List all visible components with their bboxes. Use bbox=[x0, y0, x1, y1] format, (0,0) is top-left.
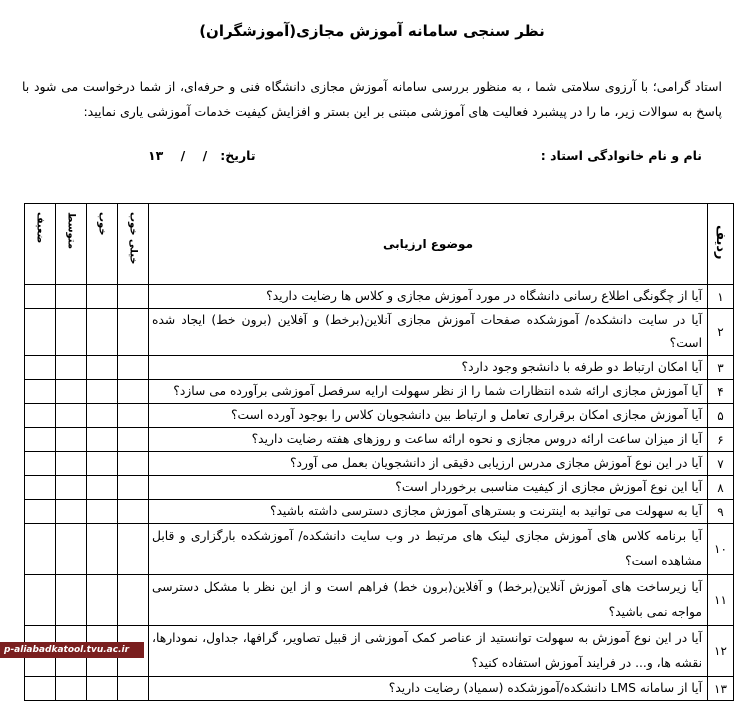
question-text: آیا امکان ارتباط دو طرفه با دانشجو وجود دارد؟ bbox=[149, 356, 708, 380]
rating-cell[interactable] bbox=[118, 452, 149, 476]
header-row-number: ردیف bbox=[708, 204, 734, 285]
header-rating-weak: ضعیف bbox=[25, 204, 56, 285]
rating-cell[interactable] bbox=[87, 285, 118, 309]
rating-cell[interactable] bbox=[87, 524, 118, 575]
rating-cell[interactable] bbox=[25, 356, 56, 380]
row-number: ۱۰ bbox=[708, 524, 734, 575]
table-row bbox=[25, 380, 734, 404]
rating-cell[interactable] bbox=[56, 524, 87, 575]
teacher-name-label: نام و نام خانوادگی استاد : bbox=[540, 148, 702, 163]
row-number: ۱ bbox=[708, 285, 734, 309]
question-text: آیا این نوع آموزش مجازی از کیفیت مناسبی برخوردار است؟ bbox=[149, 476, 708, 500]
rating-cell[interactable] bbox=[87, 452, 118, 476]
question-text: آیا آموزش مجازی ارائه شده انتظارات شما را از نظر سهولت ارایه سرفصل آموزشی برآورده می سازد؟ bbox=[149, 380, 708, 404]
evaluation-table bbox=[24, 203, 734, 701]
question-text: آیا در این نوع آموزش مجازی مدرس ارزیابی دقیقی از دانشجویان بعمل می آورد؟ bbox=[149, 452, 708, 476]
rating-cell[interactable] bbox=[25, 524, 56, 575]
rating-cell[interactable] bbox=[87, 380, 118, 404]
table-row bbox=[25, 575, 734, 626]
header-topic: موضوع ارزیابی bbox=[149, 204, 708, 285]
rating-cell[interactable] bbox=[87, 309, 118, 356]
rating-cell[interactable] bbox=[56, 285, 87, 309]
row-number: ۱۲ bbox=[708, 626, 734, 677]
question-text: آیا به سهولت می توانید به اینترنت و بسترهای آموزش مجازی دسترسی داشته باشید؟ bbox=[149, 500, 708, 524]
rating-cell[interactable] bbox=[118, 356, 149, 380]
rating-cell[interactable] bbox=[56, 380, 87, 404]
header-rating-good: خوب bbox=[87, 204, 118, 285]
table-row bbox=[25, 452, 734, 476]
rating-cell[interactable] bbox=[25, 380, 56, 404]
rating-cell[interactable] bbox=[56, 677, 87, 701]
rating-cell[interactable] bbox=[56, 476, 87, 500]
rating-cell[interactable] bbox=[56, 452, 87, 476]
row-number: ۲ bbox=[708, 309, 734, 356]
rating-cell[interactable] bbox=[118, 309, 149, 356]
rating-cell[interactable] bbox=[118, 428, 149, 452]
rating-cell[interactable] bbox=[118, 524, 149, 575]
table-row bbox=[25, 428, 734, 452]
rating-cell[interactable] bbox=[25, 404, 56, 428]
table-row bbox=[25, 524, 734, 575]
header-rating-very-good: خیلی خوب bbox=[118, 204, 149, 285]
rating-cell[interactable] bbox=[87, 500, 118, 524]
rating-cell[interactable] bbox=[25, 309, 56, 356]
row-number: ۱۳ bbox=[708, 677, 734, 701]
question-text: آیا از چگونگی اطلاع رسانی دانشگاه در مورد آموزش مجازی و کلاس ها رضایت دارید؟ bbox=[149, 285, 708, 309]
rating-cell[interactable] bbox=[87, 476, 118, 500]
rating-cell[interactable] bbox=[118, 285, 149, 309]
rating-cell[interactable] bbox=[25, 677, 56, 701]
rating-cell[interactable] bbox=[118, 677, 149, 701]
table-row bbox=[25, 677, 734, 701]
rating-cell[interactable] bbox=[87, 677, 118, 701]
table-row bbox=[25, 356, 734, 380]
rating-cell[interactable] bbox=[118, 476, 149, 500]
rating-cell[interactable] bbox=[25, 452, 56, 476]
rating-cell[interactable] bbox=[56, 309, 87, 356]
rating-cell[interactable] bbox=[25, 476, 56, 500]
site-watermark: p-aliabadkatool.tvu.ac.ir bbox=[0, 642, 144, 658]
rating-cell[interactable] bbox=[118, 500, 149, 524]
rating-cell[interactable] bbox=[118, 380, 149, 404]
question-text: آیا آموزش مجازی امکان برقراری تعامل و ارتباط بین دانشجویان کلاس را بوجود آورده است؟ bbox=[149, 404, 708, 428]
rating-cell[interactable] bbox=[87, 575, 118, 626]
question-text: آیا در سایت دانشکده/ آموزشکده صفحات آموزش مجازی آنلاین(برخط) و آفلاین (برون خط) ایجاد شده است؟ bbox=[149, 309, 708, 356]
row-number: ۷ bbox=[708, 452, 734, 476]
row-number: ۸ bbox=[708, 476, 734, 500]
rating-cell[interactable] bbox=[118, 404, 149, 428]
row-number: ۳ bbox=[708, 356, 734, 380]
row-number: ۵ bbox=[708, 404, 734, 428]
header-rating-average: متوسط bbox=[56, 204, 87, 285]
question-text: آیا در این نوع آموزش به سهولت توانستید از عناصر کمک آموزشی از قبیل تصاویر، گرافها، جداول، نمودارها، نقشه ها، و... در فرایند آموزش استفاده کنید؟ bbox=[149, 626, 708, 677]
intro-paragraph: استاد گرامی؛ با آرزوی سلامتی شما ، به منظور بررسی سامانه آموزش مجازی دانشگاه فنی و حرفه‌ای، از شما درخواست می شود با پاسخ به سوالات زیر، ما را در پیشبرد فعالیت های آموزشی مبتنی بر این بستر و افزایش کیفیت خدمات آموزشی یاری نمایید: bbox=[22, 79, 722, 119]
rating-cell[interactable] bbox=[25, 500, 56, 524]
table-row bbox=[25, 309, 734, 356]
rating-cell[interactable] bbox=[56, 404, 87, 428]
rating-cell[interactable] bbox=[25, 285, 56, 309]
question-text: آیا برنامه کلاس های آموزش مجازی لینک های مرتبط در وب سایت دانشکده/ آموزشکده بارگزاری و قابل مشاهده است؟ bbox=[149, 524, 708, 575]
page-title: نظر سنجی سامانه آموزش مجازی(آموزشگران) bbox=[199, 22, 545, 40]
rating-cell[interactable] bbox=[87, 404, 118, 428]
row-number: ۶ bbox=[708, 428, 734, 452]
table-header-row bbox=[25, 204, 734, 285]
row-number: ۱۱ bbox=[708, 575, 734, 626]
table-row bbox=[25, 500, 734, 524]
question-text: آیا از میزان ساعت ارائه دروس مجازی و نحوه ارائه ساعت و روزهای هفته رضایت دارید؟ bbox=[149, 428, 708, 452]
row-number: ۹ bbox=[708, 500, 734, 524]
rating-cell[interactable] bbox=[56, 356, 87, 380]
rating-cell[interactable] bbox=[56, 575, 87, 626]
date-label: تاریخ: / / ۱۳ bbox=[148, 148, 256, 163]
table-row bbox=[25, 285, 734, 309]
row-number: ۴ bbox=[708, 380, 734, 404]
rating-cell[interactable] bbox=[56, 500, 87, 524]
table-row bbox=[25, 476, 734, 500]
rating-cell[interactable] bbox=[118, 575, 149, 626]
rating-cell[interactable] bbox=[25, 428, 56, 452]
rating-cell[interactable] bbox=[25, 575, 56, 626]
table-row bbox=[25, 404, 734, 428]
rating-cell[interactable] bbox=[56, 428, 87, 452]
question-text: آیا زیرساخت های آموزش آنلاین(برخط) و آفلاین(برون خط) فراهم است و از این نظر با مشکل دسترسی مواجه نمی باشید؟ bbox=[149, 575, 708, 626]
rating-cell[interactable] bbox=[87, 356, 118, 380]
question-text: آیا از سامانه LMS دانشکده/آموزشکده (سمیاد) رضایت دارید؟ bbox=[149, 677, 708, 701]
rating-cell[interactable] bbox=[87, 428, 118, 452]
